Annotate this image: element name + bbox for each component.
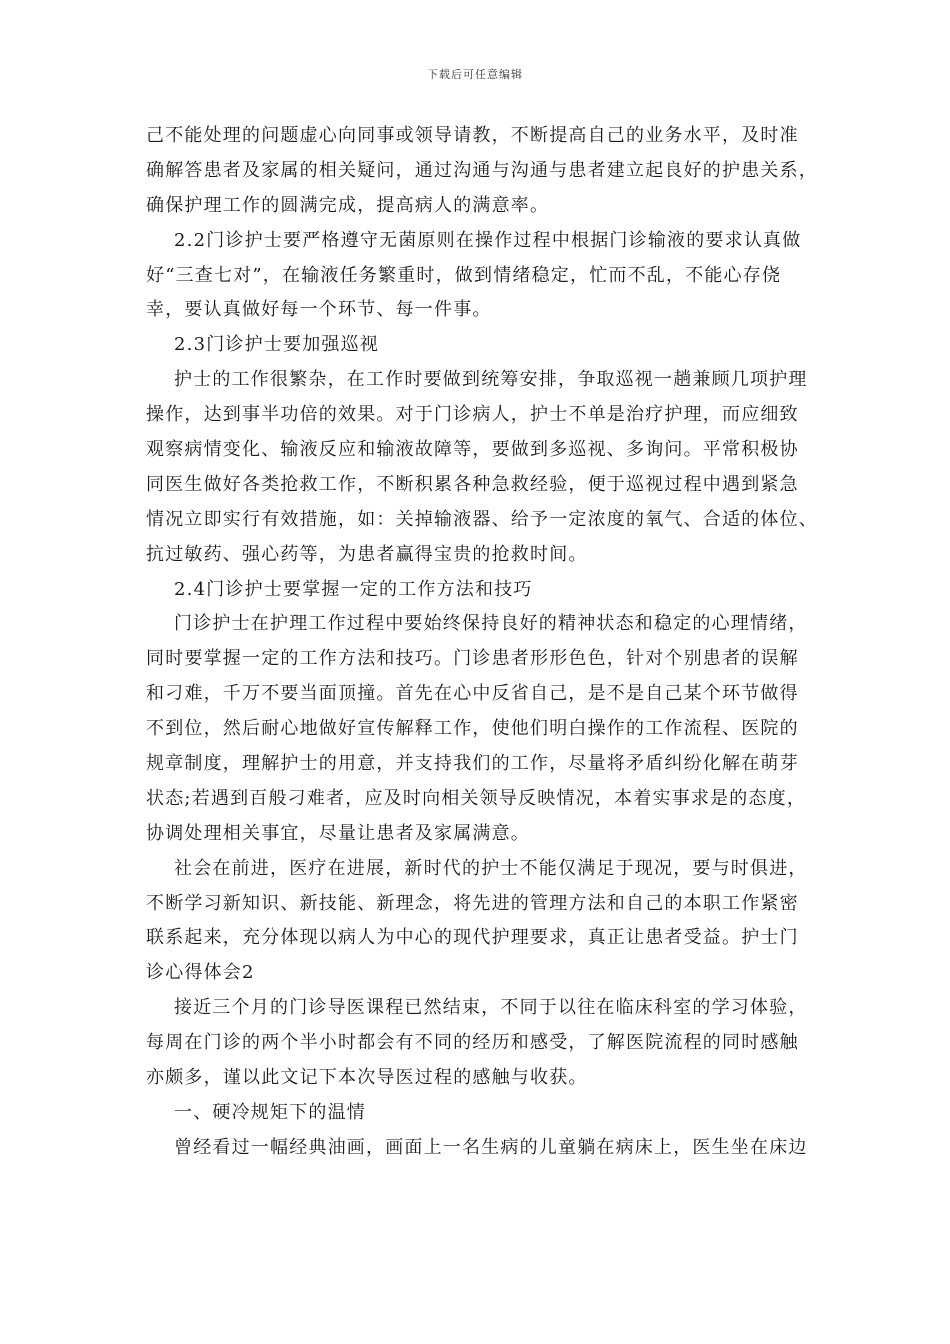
text-line: 和刁难，千万不要当面顶撞。首先在心中反省自己，是不是自己某个环节做得 bbox=[146, 683, 799, 705]
text-line: 观察病情变化、输液反应和输液故障等，要做到多巡视、多询问。平常积极协 bbox=[146, 439, 799, 461]
text-line: 护士的工作很繁杂，在工作时要做到统筹安排，争取巡视一趟兼顾几项护理 bbox=[174, 369, 808, 391]
text-line: 社会在前进，医疗在进展，新时代的护士不能仅满足于现况，要与时俱进， bbox=[174, 857, 808, 879]
text-line: 好“三查七对”，在输液任务繁重时，做到情绪稳定，忙而不乱，不能心存侥 bbox=[146, 264, 782, 286]
text-line: 亦颇多，谨以此文记下本次导医过程的感触与收获。 bbox=[146, 1067, 588, 1089]
text-line: 确保护理工作的圆满完成，提高病人的满意率。 bbox=[146, 194, 550, 216]
text-line: 协调处理相关事宜，尽量让患者及家属满意。 bbox=[146, 822, 530, 844]
text-line: 抗过敏药、强心药等，为患者赢得宝贵的抢救时间。 bbox=[146, 543, 588, 565]
text-line: 状态;若遇到百般刁难者，应及时向相关领导反映情况，本着实事求是的态度， bbox=[146, 787, 807, 809]
text-line: 情况立即实行有效措施，如：关掉输液器、给予一定浓度的氧气、合适的体位、 bbox=[146, 508, 818, 530]
text-line: 不断学习新知识、新技能、新理念，将先进的管理方法和自己的本职工作紧密 bbox=[146, 892, 799, 914]
text-line: 不到位，然后耐心地做好宣传解释工作，使他们明白操作的工作流程、医院的 bbox=[146, 718, 799, 740]
text-line: 每周在门诊的两个半小时都会有不同的经历和感受，了解医院流程的同时感触 bbox=[146, 1032, 799, 1054]
text-line: 诊心得体会2 bbox=[146, 962, 255, 984]
text-line: 幸，要认真做好每一个环节、每一件事。 bbox=[146, 299, 492, 321]
text-line: 接近三个月的门诊导医课程已然结束，不同于以往在临床科室的学习体验， bbox=[174, 997, 808, 1019]
text-line: 曾经看过一幅经典油画，画面上一名生病的儿童躺在病床上，医生坐在床边 bbox=[174, 1136, 808, 1158]
text-line: 2.3门诊护士要加强巡视 bbox=[174, 334, 380, 356]
text-line: 同医生做好各类抢救工作，不断积累各种急救经验，便于巡视过程中遇到紧急 bbox=[146, 473, 799, 495]
text-line: 门诊护士在护理工作过程中要始终保持良好的精神状态和稳定的心理情绪， bbox=[174, 613, 808, 635]
text-line: 己不能处理的问题虚心向同事或领导请教，不断提高自己的业务水平，及时准 bbox=[146, 125, 799, 146]
text-line: 联系起来，充分体现以病人为中心的现代护理要求，真正让患者受益。护士门 bbox=[146, 927, 799, 949]
text-line: 确解答患者及家属的相关疑问，通过沟通与沟通与患者建立起良好的护患关系， bbox=[146, 159, 818, 181]
text-line: 2.2门诊护士要严格遵守无菌原则在操作过程中根据门诊输液的要求认真做 bbox=[174, 229, 802, 251]
document-body bbox=[146, 119, 826, 1166]
text-line: 同时要掌握一定的工作方法和技巧。门诊患者形形色色，针对个别患者的误解 bbox=[146, 648, 799, 670]
text-line: 规章制度，理解护士的用意，并支持我们的工作，尽量将矛盾纠纷化解在萌芽 bbox=[146, 753, 799, 775]
page-header: 下载后可任意编辑 bbox=[427, 68, 523, 81]
text-line: 操作，达到事半功倍的效果。对于门诊病人，护士不单是治疗护理，而应细致 bbox=[146, 404, 799, 426]
text-line: 一、硬冷规矩下的温情 bbox=[174, 1101, 366, 1123]
text-line: 2.4门诊护士要掌握一定的工作方法和技巧 bbox=[174, 578, 533, 600]
